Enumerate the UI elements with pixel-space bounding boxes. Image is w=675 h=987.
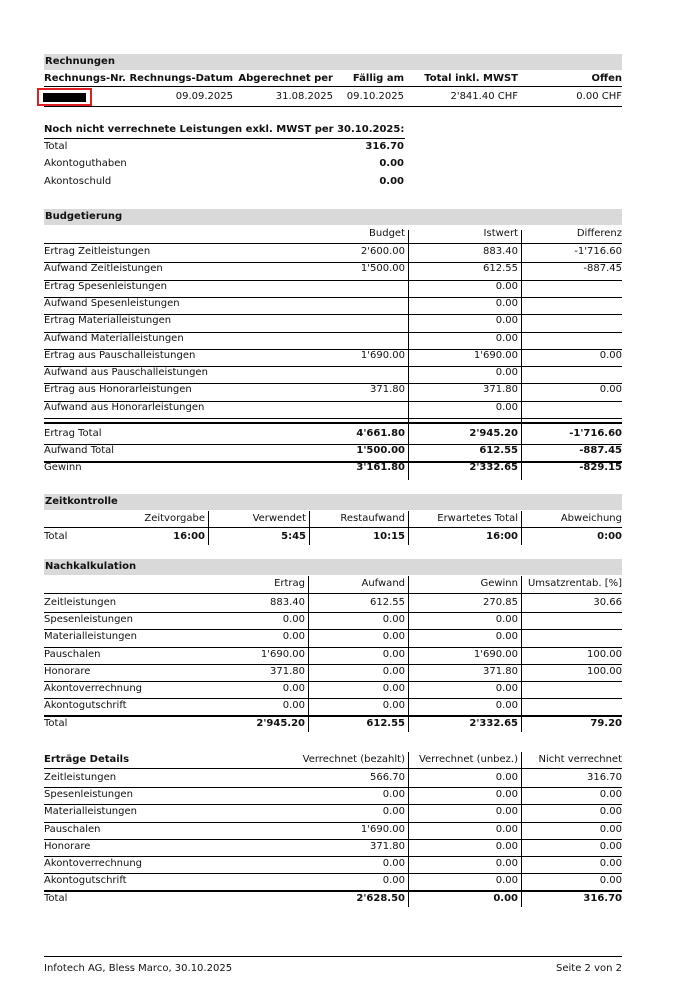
- invoice-billed-per: 31.08.2025: [275, 91, 333, 102]
- unbilled-title: Noch nicht verrechnete Leistungen exkl. MWST per 30.10.2025:: [44, 124, 405, 135]
- footer-left: Infotech AG, Bless Marco, 30.10.2025: [44, 963, 233, 974]
- nachkalk-cell: 0.00: [382, 665, 405, 677]
- nachkalk-cell: 1'690.00: [473, 648, 518, 660]
- section-budgetierung: Budgetierung: [44, 209, 622, 225]
- ertraege-cell: 0.00: [599, 858, 622, 869]
- ertraege-cell: 0.00: [495, 789, 518, 801]
- col-abweichung: Abweichung: [560, 513, 622, 524]
- col-zeitvorgabe: Zeitvorgabe: [144, 513, 205, 524]
- budget-cell: 0.00: [495, 401, 518, 413]
- budget-total-cell: 3'161.80: [356, 462, 405, 473]
- nachkalk-cell: 0.00: [382, 683, 405, 694]
- zeit-erwartet: 16:00: [486, 531, 518, 542]
- nachkalk-row-label: Akontogutschrift: [44, 700, 127, 712]
- col-erwartetes-total: Erwartetes Total: [437, 513, 518, 524]
- budget-row-label: Ertrag aus Pauschalleistungen: [44, 349, 196, 361]
- section-rechnungen: Rechnungen: [44, 54, 622, 70]
- ertraege-cell: 0.00: [599, 840, 622, 852]
- nachkalk-cell: 0.00: [282, 631, 305, 643]
- budget-cell: 371.80: [370, 384, 405, 396]
- nachkalk-cell: 270.85: [483, 597, 518, 608]
- ertraege-cell: 566.70: [370, 772, 405, 783]
- ertraege-total-cell: 316.70: [583, 893, 622, 904]
- budget-total-cell: 2'332.65: [469, 462, 518, 473]
- budget-row-label: Ertrag Materialleistungen: [44, 315, 172, 327]
- nachkalk-cell: 0.00: [382, 614, 405, 626]
- nachkalk-cell: 100.00: [587, 665, 622, 677]
- ertraege-cell: 0.00: [495, 840, 518, 852]
- budget-row-label: Aufwand Zeitleistungen: [44, 263, 163, 275]
- budget-row-label: Aufwand aus Pauschalleistungen: [44, 367, 208, 379]
- ertraege-cell: 0.00: [599, 806, 622, 818]
- col-verrechnet-bezahlt: Verrechnet (bezahlt): [302, 754, 405, 765]
- col-offen: Offen: [591, 73, 622, 84]
- zeit-vorgabe: 16:00: [173, 531, 205, 542]
- nachkalk-total-label: Total: [44, 718, 68, 729]
- budget-cell: 1'690.00: [360, 349, 405, 361]
- nachkalk-cell: 1'690.00: [260, 648, 305, 660]
- ertraege-cell: 316.70: [587, 772, 622, 783]
- col-faellig-am: Fällig am: [352, 73, 404, 84]
- col-gewinn: Gewinn: [480, 578, 518, 589]
- col-verrechnet-unbez: Verrechnet (unbez.): [418, 754, 518, 765]
- col-istwert: Istwert: [483, 228, 518, 239]
- col-budget: Budget: [369, 228, 405, 239]
- nachkalk-cell: 100.00: [587, 648, 622, 660]
- nachkalk-cell: 0.00: [382, 631, 405, 643]
- col-aufwand: Aufwand: [361, 578, 405, 589]
- nachkalk-cell: 612.55: [370, 597, 405, 608]
- budget-row-label: Aufwand aus Honorarleistungen: [44, 401, 205, 413]
- ertraege-cell: 0.00: [495, 806, 518, 818]
- nachkalk-cell: 0.00: [282, 614, 305, 626]
- budget-cell: 2'600.00: [360, 246, 405, 257]
- ertraege-row-label: Akontoverrechnung: [44, 858, 143, 869]
- budget-row-label: Aufwand Spesenleistungen: [44, 297, 180, 309]
- col-restaufwand: Restaufwand: [340, 513, 405, 524]
- footer-page: Seite 2 von 2: [556, 963, 622, 974]
- nachkalk-cell: 371.80: [483, 665, 518, 677]
- budget-cell: 0.00: [495, 315, 518, 327]
- ertraege-cell: 0.00: [382, 789, 405, 801]
- budget-cell: 1'690.00: [473, 349, 518, 361]
- ertraege-row-label: Pauschalen: [44, 823, 101, 835]
- nachkalk-total-cell: 612.55: [366, 718, 405, 729]
- invoice-date: 09.09.2025: [175, 91, 233, 102]
- budget-total-label: Aufwand Total: [44, 445, 115, 456]
- budget-total-label: Ertrag Total: [44, 428, 102, 439]
- col-total-inkl-mwst: Total inkl. MWST: [424, 73, 518, 84]
- invoice-total: 2'841.40 CHF: [450, 91, 518, 102]
- nachkalk-cell: 0.00: [382, 700, 405, 712]
- ertraege-cell: 1'690.00: [360, 823, 405, 835]
- ertraege-cell: 0.00: [382, 875, 405, 887]
- budget-cell: 371.80: [483, 384, 518, 396]
- nachkalk-total-cell: 2'945.20: [256, 718, 305, 729]
- ertraege-cell: 0.00: [382, 806, 405, 818]
- budget-cell: 0.00: [495, 297, 518, 309]
- unbilled-label: Akontoguthaben: [44, 158, 127, 169]
- zeit-total-label: Total: [44, 531, 68, 542]
- budget-cell: 0.00: [495, 280, 518, 292]
- nachkalk-row-label: Honorare: [44, 665, 91, 677]
- budget-row-label: Ertrag Zeitleistungen: [44, 246, 151, 257]
- unbilled-value: 0.00: [379, 158, 404, 169]
- budget-total-label: Gewinn: [44, 462, 82, 473]
- budget-row-label: Ertrag aus Honorarleistungen: [44, 384, 192, 396]
- budget-row-label: Aufwand Materialleistungen: [44, 332, 184, 344]
- col-differenz: Differenz: [576, 228, 622, 239]
- unbilled-value: 0.00: [379, 176, 404, 187]
- ertraege-row-label: Zeitleistungen: [44, 772, 117, 783]
- nachkalk-cell: 883.40: [270, 597, 305, 608]
- ertraege-cell: 0.00: [599, 875, 622, 887]
- nachkalk-cell: 0.00: [495, 614, 518, 626]
- ertraege-cell: 371.80: [370, 840, 405, 852]
- nachkalk-cell: 0.00: [382, 648, 405, 660]
- ertraege-cell: 0.00: [382, 858, 405, 869]
- ertraege-row-label: Materialleistungen: [44, 806, 137, 818]
- section-nachkalkulation: Nachkalkulation: [44, 559, 622, 575]
- nachkalk-row-label: Materialleistungen: [44, 631, 137, 643]
- col-verwendet: Verwendet: [252, 513, 306, 524]
- nachkalk-cell: 0.00: [282, 700, 305, 712]
- nachkalk-cell: 30.66: [593, 597, 622, 608]
- budget-cell: 0.00: [495, 367, 518, 379]
- nachkalk-cell: 0.00: [495, 700, 518, 712]
- budget-cell: -1'716.60: [574, 246, 622, 257]
- section-ertraege-details: Erträge Details: [44, 754, 130, 765]
- nachkalk-row-label: Spesenleistungen: [44, 614, 133, 626]
- ertraege-total-label: Total: [44, 893, 68, 904]
- ertraege-cell: 0.00: [495, 823, 518, 835]
- col-nicht-verrechnet: Nicht verrechnet: [538, 754, 622, 765]
- budget-cell: 0.00: [599, 349, 622, 361]
- ertraege-row-label: Honorare: [44, 840, 91, 852]
- nachkalk-cell: 0.00: [282, 683, 305, 694]
- budget-total-cell: 4'661.80: [356, 428, 405, 439]
- budget-total-cell: -829.15: [579, 462, 622, 473]
- budget-cell: -887.45: [583, 263, 622, 275]
- unbilled-value: 316.70: [365, 141, 404, 152]
- budget-cell: 883.40: [483, 246, 518, 257]
- nachkalk-row-label: Pauschalen: [44, 648, 101, 660]
- ertraege-cell: 0.00: [599, 823, 622, 835]
- col-abgerechnet-per: Abgerechnet per: [238, 73, 333, 84]
- budget-total-cell: 612.55: [479, 445, 518, 456]
- ertraege-cell: 0.00: [495, 772, 518, 783]
- invoice-open: 0.00 CHF: [576, 91, 622, 102]
- nachkalk-cell: 0.00: [495, 631, 518, 643]
- redacted-invoice-number: [37, 88, 92, 106]
- ertraege-row-label: Akontogutschrift: [44, 875, 127, 887]
- nachkalk-row-label: Zeitleistungen: [44, 597, 117, 608]
- ertraege-total-cell: 0.00: [493, 893, 518, 904]
- zeit-restaufwand: 10:15: [373, 531, 405, 542]
- col-rechnungs-nr: Rechnungs-Nr.: [44, 73, 126, 84]
- budget-total-cell: -887.45: [579, 445, 622, 456]
- budget-cell: 1'500.00: [360, 263, 405, 275]
- nachkalk-total-cell: 79.20: [590, 718, 622, 729]
- budget-cell: 612.55: [483, 263, 518, 275]
- nachkalk-row-label: Akontoverrechnung: [44, 683, 143, 694]
- unbilled-label: Akontoschuld: [44, 176, 112, 187]
- col-rechnungs-datum: Rechnungs-Datum: [129, 73, 233, 84]
- ertraege-cell: 0.00: [495, 858, 518, 869]
- invoice-due: 09.10.2025: [346, 91, 404, 102]
- ertraege-total-cell: 2'628.50: [356, 893, 405, 904]
- nachkalk-total-cell: 2'332.65: [469, 718, 518, 729]
- section-zeitkontrolle: Zeitkontrolle: [44, 494, 622, 510]
- budget-total-cell: -1'716.60: [569, 428, 622, 439]
- zeit-abweichung: 0:00: [597, 531, 622, 542]
- unbilled-label: Total: [44, 141, 68, 152]
- zeit-verwendet: 5:45: [281, 531, 306, 542]
- budget-row-label: Ertrag Spesenleistungen: [44, 280, 168, 292]
- ertraege-cell: 0.00: [495, 875, 518, 887]
- budget-total-cell: 1'500.00: [356, 445, 405, 456]
- col-ertrag: Ertrag: [274, 578, 305, 589]
- col-umsatzrentab: Umsatzrentab. [%]: [527, 578, 622, 589]
- ertraege-row-label: Spesenleistungen: [44, 789, 133, 801]
- budget-cell: 0.00: [495, 332, 518, 344]
- budget-cell: 0.00: [599, 384, 622, 396]
- nachkalk-cell: 0.00: [495, 683, 518, 694]
- ertraege-cell: 0.00: [599, 789, 622, 801]
- nachkalk-cell: 371.80: [270, 665, 305, 677]
- budget-total-cell: 2'945.20: [469, 428, 518, 439]
